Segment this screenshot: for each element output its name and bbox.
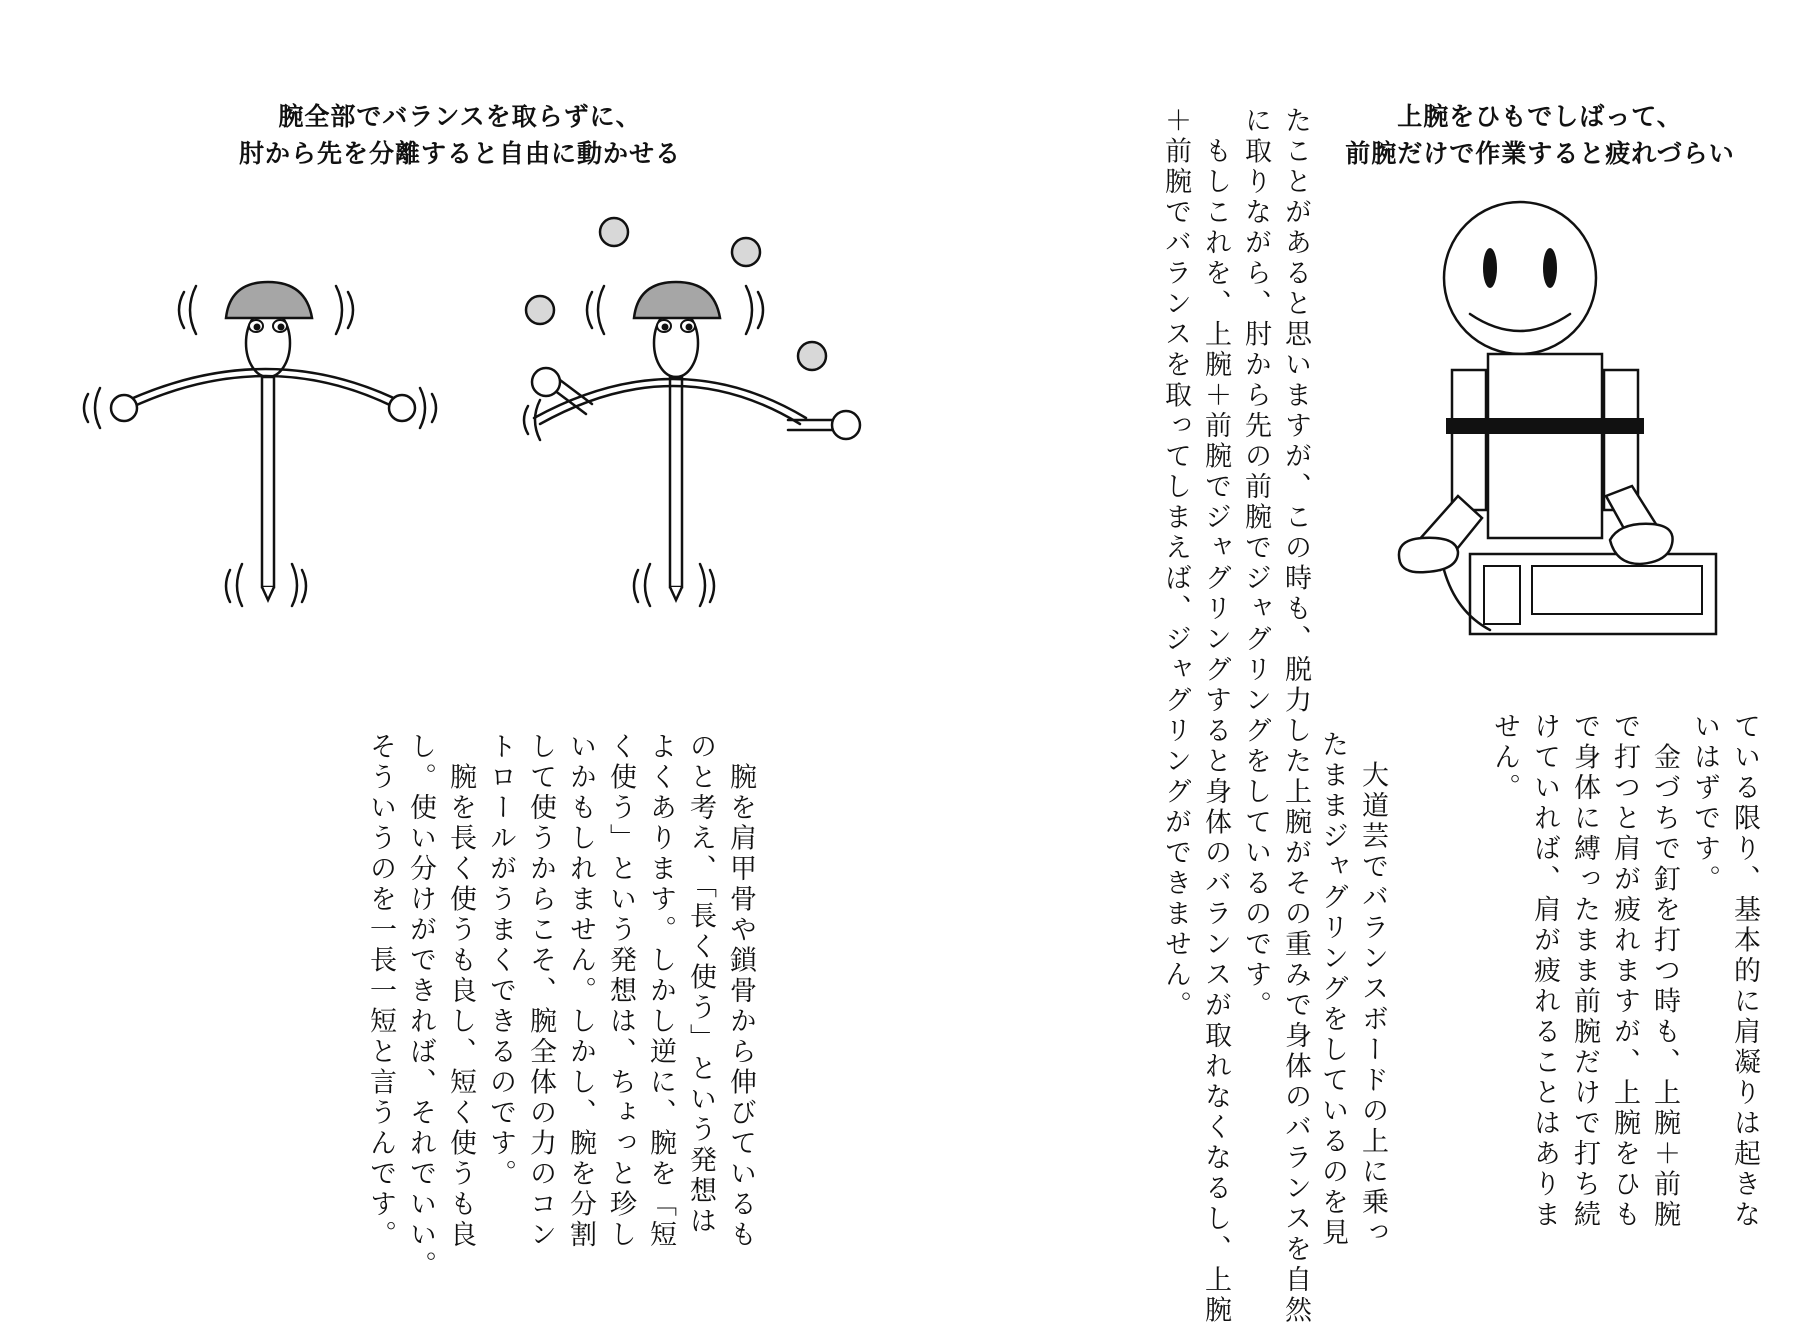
text-line: のと考え、「長く使う」という発想は (685, 732, 716, 1237)
text-line: で打つと肩が疲れますが、上腕をひも (1609, 712, 1640, 1231)
text-block-shoulder-stiffness (1484, 712, 1764, 1231)
text-line: よくあります。しかし逆に、腕を「短 (645, 732, 676, 1251)
tie-band (1446, 418, 1644, 434)
caption-left (200, 98, 720, 172)
caption-right-line1: 上腕をひもでしばって、 (1397, 102, 1683, 131)
hat-shape (226, 282, 312, 318)
caption-right (1320, 98, 1760, 172)
text-line: に取りながら、肘から先の前腕でジャグリングをしているのです。 (1240, 106, 1271, 1021)
text-line: たことがあると思いますが、この時も、脱力した上腕がその重みで身体のバランスを自然 (1280, 106, 1311, 1326)
right-hand (1610, 524, 1673, 564)
hat-shape (634, 282, 720, 318)
text-block-arm-usage (360, 732, 760, 1281)
juggling-figure-illustration (500, 210, 880, 610)
text-line: して使うからこそ、腕全体の力のコン (525, 732, 556, 1251)
left-forearm (532, 368, 592, 414)
robot-eye-left (1483, 248, 1497, 288)
keyboard-robot-illustration (1370, 200, 1730, 640)
robot-torso (1452, 354, 1638, 538)
figure-body (246, 309, 290, 600)
text-line: 腕を肩甲骨や鎖骨から伸びているも (725, 732, 756, 1251)
caption-left-line1: 腕全部でバランスを取らずに、 (278, 102, 642, 131)
robot-eye-right (1543, 248, 1557, 288)
text-line: 金づちで釘を打つ時も、上腕＋前腕 (1649, 712, 1680, 1231)
text-line: そういうのを一長一短と言うんです。 (365, 732, 396, 1251)
text-line: 大道芸でバランスボードの上に乗っ (1357, 730, 1388, 1249)
figure-body (654, 309, 698, 600)
text-line: せん。 (1489, 712, 1520, 804)
text-line: し。使い分けができれば、それでいい。 (405, 732, 436, 1281)
text-line: く使う」という発想は、ちょっと珍し (605, 732, 636, 1251)
text-line: もしこれを、上腕＋前腕でジャグリングすると身体のバランスが取れなくなるし、上腕 (1200, 106, 1231, 1326)
keyboard (1470, 554, 1716, 634)
left-hand-ball (111, 395, 137, 421)
robot-head (1444, 202, 1596, 354)
text-line: たままジャグリングをしているのを見 (1317, 730, 1348, 1249)
text-block-juggling-balance (1155, 106, 1315, 1326)
text-line: トロールがうまくできるのです。 (485, 732, 516, 1190)
text-line: ている限り、基本的に肩凝りは起きな (1729, 712, 1760, 1231)
text-line: で身体に縛ったまま前腕だけで打ち続 (1569, 712, 1600, 1231)
text-line: いはずです。 (1689, 712, 1720, 895)
text-line: いかもしれません。しかし、腕を分割 (565, 732, 596, 1251)
text-line: 腕を長く使うも良し、短く使うも良 (445, 732, 476, 1251)
caption-right-line2: 前腕だけで作業すると疲れづらい (1345, 139, 1735, 168)
caption-left-line2: 肘から先を分離すると自由に動かせる (238, 139, 681, 168)
text-line: ＋前腕でバランスを取ってしまえば、ジャグリングができません。 (1160, 106, 1191, 1021)
text-block-street-performance (1312, 730, 1392, 1249)
motion-lines (524, 286, 763, 606)
balancing-figure-illustration (80, 280, 460, 610)
text-line: けていれば、肩が疲れることはありま (1529, 712, 1560, 1231)
right-hand-ball (389, 395, 415, 421)
